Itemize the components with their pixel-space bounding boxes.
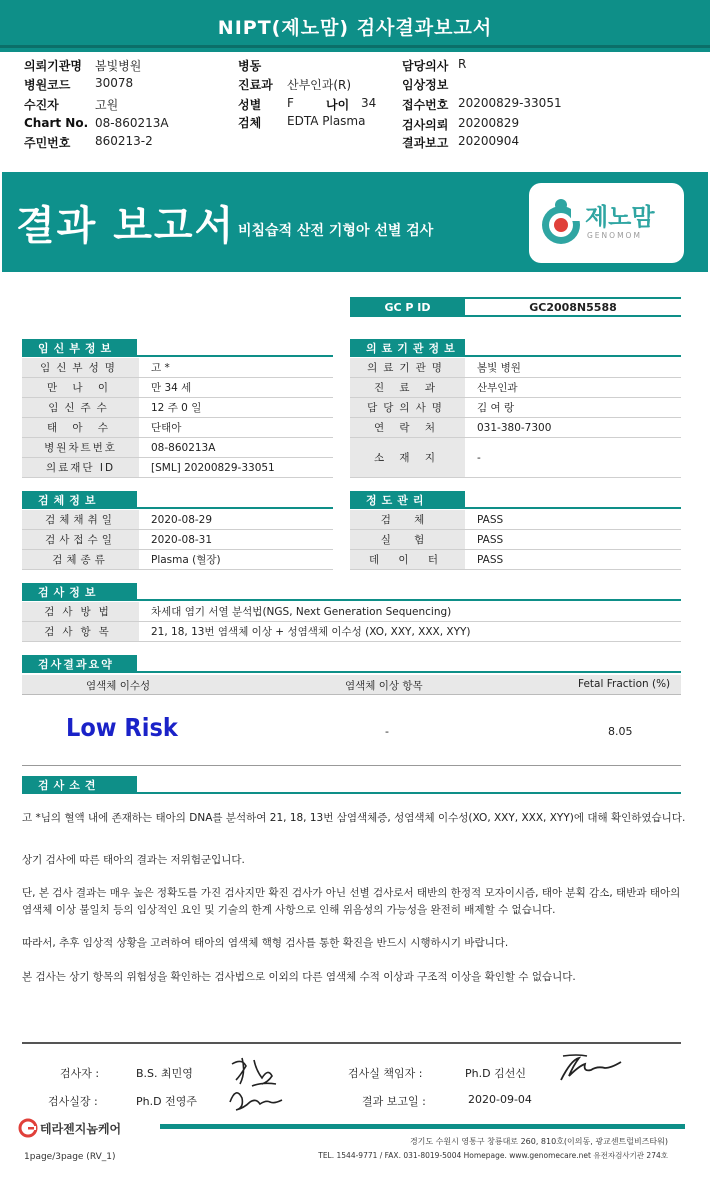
table-row xyxy=(22,510,333,530)
table-row xyxy=(22,602,681,622)
row-key: 담당의사명 xyxy=(350,398,465,417)
table-row xyxy=(22,530,333,550)
row-key: 검체종류 xyxy=(22,550,139,569)
tester-signature-icon xyxy=(224,1050,294,1116)
gcpid-value: GC2008N5588 xyxy=(465,297,681,317)
company-name: 테라젠지놈케어 xyxy=(40,1122,122,1136)
manager-label: 검사실 책임자 : xyxy=(348,1067,423,1080)
opinion-paragraph: 단, 본 검사 결과는 매우 높은 정확도를 가진 검사지만 확진 검사가 아닌 선별 검사로서 태반의 한정적 모자이시즘, 태아 분획 감소, 태반과 태아의 염색체 이상 불일치 등의 임상적인 요인 및 기술의 한계 사항으로 인해 위음성의 가능성을 완전히 배제할 수 없습니다. xyxy=(22,887,681,916)
table-row xyxy=(350,418,681,438)
table-row xyxy=(350,378,681,398)
tester-value: B.S. 최민영 xyxy=(136,1067,193,1080)
row-value: 2020-08-31 xyxy=(151,533,213,546)
request-label: 검사의뢰 xyxy=(402,118,449,132)
row-key: 검사접수일 xyxy=(22,530,139,549)
section-opinion: 검사소견 xyxy=(22,776,137,794)
specimen-value: EDTA Plasma xyxy=(287,114,366,128)
report-label: 결과보고 xyxy=(402,136,449,150)
patient-label: 수진자 xyxy=(24,98,59,112)
section-test: 검사정보 xyxy=(22,583,137,601)
page-indicator: 1page/3page (RV_1) xyxy=(24,1152,116,1162)
sex-value: F xyxy=(287,96,294,110)
report-banner xyxy=(2,172,708,272)
section-institution: 의료기관정보 xyxy=(350,339,465,357)
summary-header xyxy=(22,675,681,695)
table-row xyxy=(350,358,681,378)
row-value: PASS xyxy=(477,553,504,566)
chart-label: Chart No. xyxy=(24,116,89,130)
row-value: 단태아 xyxy=(151,422,182,434)
title-underline xyxy=(0,45,710,48)
row-key: 실 험 xyxy=(350,530,465,549)
row-key: 의료기관명 xyxy=(350,358,465,377)
row-value: 21, 18, 13번 염색체 이상 + 성염색체 이수성 (XO, XXY, XXX, XYY) xyxy=(151,626,471,638)
doctor-value: R xyxy=(458,57,467,71)
row-key: 소 재 지 xyxy=(350,438,465,477)
row-key: 태 아 수 xyxy=(22,418,139,437)
table-row xyxy=(22,550,333,570)
age-label: 나이 xyxy=(326,98,350,112)
section-line xyxy=(465,507,681,509)
receipt-value: 20200829-33051 xyxy=(458,96,562,110)
report-title: NIPT(제노맘) 검사결과보고서 xyxy=(0,0,710,52)
row-key: 데 이 터 xyxy=(350,550,465,569)
logo-text: 제노맘 xyxy=(585,203,655,231)
table-row xyxy=(22,378,333,398)
abnormal-value: - xyxy=(385,725,389,738)
row-value: 봄빛 병원 xyxy=(477,362,521,374)
table-row xyxy=(350,530,681,550)
row-value: - xyxy=(477,451,481,464)
specimen-label: 검체 xyxy=(238,116,262,130)
terragen-logo-icon xyxy=(18,1118,38,1138)
request-value: 20200829 xyxy=(458,116,520,130)
head-label: 검사실장 : xyxy=(48,1095,98,1108)
opinion-paragraph: 상기 검사에 따른 태아의 결과는 저위험군입니다. xyxy=(22,854,245,866)
table-row xyxy=(350,398,681,418)
row-key: 임신부성명 xyxy=(22,358,139,377)
clinical-label: 임상정보 xyxy=(402,78,449,92)
manager-signature-icon xyxy=(555,1050,625,1086)
table-row xyxy=(22,438,333,458)
row-key: 검 체 xyxy=(350,510,465,529)
row-key: 진 료 과 xyxy=(350,378,465,397)
row-value: 2020-08-29 xyxy=(151,513,213,526)
opinion-paragraph: 본 검사는 상기 항목의 위험성을 확인하는 검사법으로 이외의 다른 염색체 수적 이상과 구조적 이상을 확인할 수 없습니다. xyxy=(22,971,576,983)
row-value: 산부인과 xyxy=(477,382,518,394)
table-row xyxy=(350,510,681,530)
doctor-label: 담당의사 xyxy=(402,59,449,73)
col-abnormal: 염색체 이상 항목 xyxy=(345,680,423,692)
head-value: Ph.D 전영주 xyxy=(136,1095,197,1108)
row-key: 임신주수 xyxy=(22,398,139,417)
table-row xyxy=(350,438,681,478)
row-key: 검사항목 xyxy=(22,622,139,641)
sex-label: 성별 xyxy=(238,98,262,112)
row-key: 검사방법 xyxy=(22,602,139,621)
genomom-logo-icon xyxy=(539,197,583,249)
opinion-paragraph: 따라서, 추후 임상적 상황을 고려하여 태아의 염색체 핵형 검사를 통한 확진을 반드시 시행하시기 바랍니다. xyxy=(22,937,509,949)
tester-label: 검사자 : xyxy=(60,1067,100,1080)
table-row xyxy=(22,418,333,438)
hospital-value: 봄빛병원 xyxy=(95,59,142,73)
row-value: PASS xyxy=(477,533,504,546)
section-qc: 정도관리 xyxy=(350,491,465,509)
row-value: 김 여 랑 xyxy=(477,402,515,414)
section-summary: 검사결과요약 xyxy=(22,655,137,673)
section-specimen: 검체정보 xyxy=(22,491,137,509)
banner-subtitle: 비침습적 산전 기형아 선별 검사 xyxy=(238,223,434,239)
row-value: [SML] 20200829-33051 xyxy=(151,461,275,474)
row-value: 차세대 염기 서열 분석법(NGS, Next Generation Sequencing) xyxy=(151,606,452,618)
code-label: 병원코드 xyxy=(24,78,71,92)
gcpid-label: GC P ID xyxy=(350,297,465,317)
rrn-label: 주민번호 xyxy=(24,136,71,150)
date-label: 결과 보고일 : xyxy=(362,1095,426,1108)
banner-title: 결과 보고서 xyxy=(16,203,236,249)
summary-bottom-line xyxy=(22,765,681,766)
section-line xyxy=(137,792,681,794)
section-line xyxy=(137,355,333,357)
col-aneuploidy: 염색체 이수성 xyxy=(86,680,151,692)
genomom-logo xyxy=(529,183,684,263)
section-line xyxy=(137,599,681,601)
section-line xyxy=(465,355,681,357)
receipt-label: 접수번호 xyxy=(402,98,449,112)
row-key: 검체채취일 xyxy=(22,510,139,529)
section-line xyxy=(137,671,681,673)
col-fetal-fraction: Fetal Fraction (%) xyxy=(578,678,671,690)
hospital-label: 의뢰기관명 xyxy=(24,59,82,73)
row-key: 연 락 처 xyxy=(350,418,465,437)
company-address: 경기도 수원시 영통구 창룡대로 260, 810호(이의동, 광교센트럴비즈타워) xyxy=(409,1137,668,1146)
table-row xyxy=(22,622,681,642)
footer-bar xyxy=(160,1124,685,1129)
row-value: 고 * xyxy=(151,362,170,374)
row-key: 의료재단 ID xyxy=(22,458,139,477)
signature-top-line xyxy=(22,1042,681,1044)
rrn-value: 860213-2 xyxy=(95,134,153,148)
age-value: 34 xyxy=(361,96,377,110)
table-row xyxy=(22,458,333,478)
patient-value: 고원 xyxy=(95,98,119,112)
table-row xyxy=(22,398,333,418)
row-value: Plasma (혈장) xyxy=(151,554,221,566)
logo-subtext: GENOMOM xyxy=(587,231,642,240)
row-value: 031-380-7300 xyxy=(477,421,552,434)
opinion-paragraph: 고 *님의 혈액 내에 존재하는 태아의 DNA를 분석하여 21, 18, 13번 삼염색체증, 성염색체 이수성(XO, XXY, XXX, XYY)에 대해 확인하였습니다. xyxy=(22,812,686,824)
row-key: 병원차트번호 xyxy=(22,438,139,457)
section-pregnant: 임신부정보 xyxy=(22,339,137,357)
date-value: 2020-09-04 xyxy=(468,1093,532,1106)
risk-result: Low Risk xyxy=(66,713,178,742)
code-value: 30078 xyxy=(95,76,134,90)
report-value: 20200904 xyxy=(458,134,520,148)
row-value: 만 34 세 xyxy=(151,382,192,394)
fetal-fraction-value: 8.05 xyxy=(608,725,633,738)
company-contact: TEL. 1544-9771 / FAX. 031-8019-5004 Homepage. www.genomecare.net 유전자검사기관 274호 xyxy=(318,1151,668,1160)
manager-value: Ph.D 김선신 xyxy=(465,1067,526,1080)
section-line xyxy=(137,507,333,509)
table-row xyxy=(350,550,681,570)
dept-value: 산부인과(R) xyxy=(287,78,352,92)
row-key: 만 나 이 xyxy=(22,378,139,397)
ward-label: 병동 xyxy=(238,59,262,73)
chart-value: 08-860213A xyxy=(95,116,169,130)
dept-label: 진료과 xyxy=(238,78,273,92)
row-value: 08-860213A xyxy=(151,441,216,454)
row-value: PASS xyxy=(477,513,504,526)
table-row xyxy=(22,358,333,378)
row-value: 12 주 0 일 xyxy=(151,402,202,414)
